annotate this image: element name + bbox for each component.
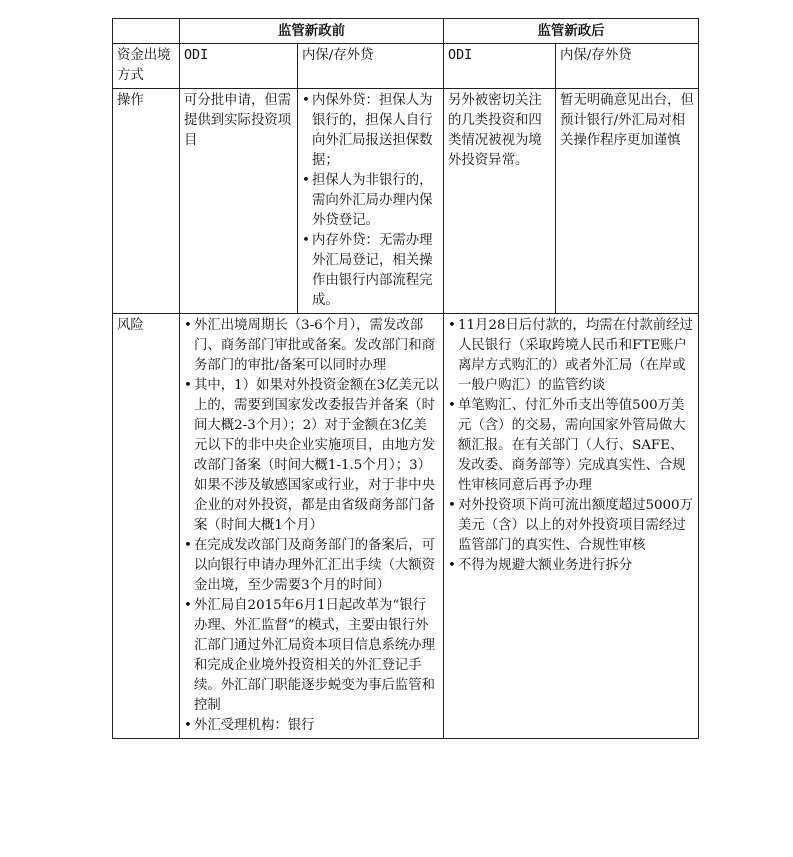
subheader-row xyxy=(113,44,699,89)
col-nb-after: 内保/存外贷 xyxy=(556,44,699,89)
operation-after-odi: 另外被密切关注的几类投资和四类情况被视为境外投资异常。 xyxy=(444,89,556,314)
list-item: • 不得为规避大额业务进行拆分 xyxy=(448,556,694,576)
col-nb-before: 内保/存外贷 xyxy=(298,44,444,89)
list-item: • 担保人为非银行的，需向外汇局办理内保外贷登记。 xyxy=(302,171,439,231)
operation-after-nb: 暂无明确意见出台，但预计银行/外汇局对相关操作程序更加谨慎 xyxy=(556,89,699,314)
risk-after-list xyxy=(448,316,694,576)
operation-before-nb-list xyxy=(302,91,439,311)
list-item: • 其中，1）如果对外投资金额在3亿美元以上的，需要到国家发改委报告并备案（时间大概2-3个月）；2）对于金额在3亿美元以下的非中央企业实施项目，由地方发改部门备案（时间大概1-1.5个月）；3）如果不涉及敏感国家或行业，对于非中央企业的对外投资，都是由省级商务部门备案（时间大概1个月） xyxy=(184,376,439,536)
header-before: 监管新政前 xyxy=(180,19,444,44)
comparison-table xyxy=(112,18,699,739)
risk-before-list xyxy=(184,316,439,736)
list-item: • 在完成发改部门及商务部门的备案后，可以向银行申请办理外汇汇出手续（大额资金出境，至少需要3个月的时间） xyxy=(184,536,439,596)
risk-before xyxy=(180,314,444,739)
operation-row xyxy=(113,89,699,314)
row-label-risk: 风险 xyxy=(113,314,180,739)
list-item: • 外汇受理机构：银行 xyxy=(184,716,439,736)
operation-before-nb xyxy=(298,89,444,314)
list-item: • 单笔购汇、付汇外币支出等值500万美元（含）的交易，需向国家外管局做大额汇报。在有关部门（人行、SAFE、发改委、商务部等）完成真实性、合规性审核同意后再予办理 xyxy=(448,396,694,496)
header-row xyxy=(113,19,699,44)
row-label-method: 资金出境方式 xyxy=(113,44,180,89)
risk-row xyxy=(113,314,699,739)
list-item: • 11月28日后付款的，均需在付款前经过人民银行（采取跨境人民币和FTE账户离岸方式购汇的）或者外汇局（在岸或一般户购汇）的监管约谈 xyxy=(448,316,694,396)
corner-cell xyxy=(113,19,180,44)
header-after: 监管新政后 xyxy=(444,19,699,44)
operation-before-odi: 可分批申请，但需提供到实际投资项目 xyxy=(180,89,298,314)
list-item: • 内保外贷：担保人为银行的，担保人自行向外汇局报送担保数据； xyxy=(302,91,439,171)
list-item: • 内存外贷：无需办理外汇局登记，相关操作由银行内部流程完成。 xyxy=(302,231,439,311)
col-odi-after: ODI xyxy=(444,44,556,89)
list-item: • 外汇出境周期长（3-6个月），需发改部门、商务部门审批或备案。发改部门和商务部门的审批/备案可以同时办理 xyxy=(184,316,439,376)
row-label-operation: 操作 xyxy=(113,89,180,314)
list-item: • 外汇局自2015年6月1日起改革为“银行办理、外汇监督”的模式，主要由银行外汇部门通过外汇局资本项目信息系统办理和完成企业境外投资相关的外汇登记手续。外汇部门职能逐步蜕变为事后监管和控制 xyxy=(184,596,439,716)
col-odi-before: ODI xyxy=(180,44,298,89)
list-item: • 对外投资项下尚可流出额度超过5000万美元（含）以上的对外投资项目需经过监管部门的真实性、合规性审核 xyxy=(448,496,694,556)
risk-after xyxy=(444,314,699,739)
